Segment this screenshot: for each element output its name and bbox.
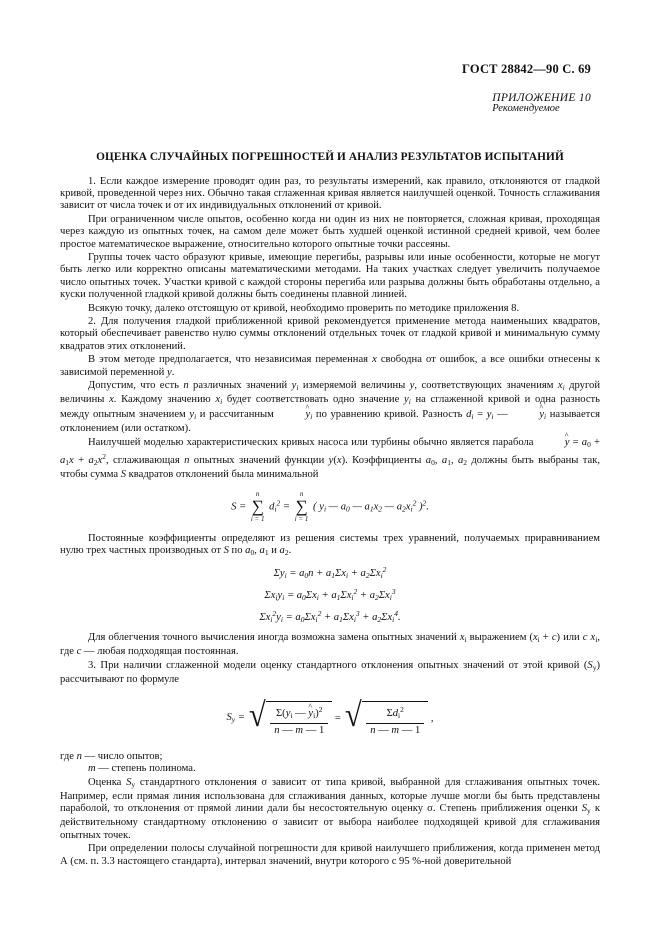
paragraph-7: Допустим, что есть n различных значений $y_i$ измеряемой величины y, соответствующих значениям $x_i$ другой величины x. Каждому значению $x_i$ будет соответствовать одно значение $y_i$ на сглаженной кривой и одна разность между опытным значением $y_i$ и рассчитанным ^ $y_i$ по уравнению кривой. Разность $d_i = y_i$ — ^ $y_i$ называется отклонением (или остатком). — [60, 380, 600, 435]
formula-std-deviation: $S_y$ = √ $\frac{\Sigma(y_i — \^{} y_i)^2}{n — m — 1}$ = √ $\frac{\Sigma d_i^2}{n — m — 1}$ , — [60, 701, 600, 737]
paragraph-4: Всякую точку, далеко отстоящую от кривой, необходимо проверить по методике приложения 8. — [88, 302, 520, 314]
where-n: где n — число опытов; — [60, 750, 163, 762]
appendix-label: ПРИЛОЖЕНИЕ 10 — [492, 92, 591, 104]
normal-equation-1: $\Sigma y_i = a_0n + a_1\Sigma x_i + a_2\Sigma x_i^2$ — [273, 564, 387, 580]
appendix-block — [492, 92, 591, 114]
normal-equation-2: $\Sigma x_iy_i = a_0\Sigma x_i + a_1\Sigma x_i^2 + a_2\Sigma x_i^3$ — [264, 586, 396, 602]
paragraph-8: Наилучшей моделью характеристических кривых насоса или турбины обычно является парабола ^ $y = a_0 + a_1x + a_2x^2$, сглаживающая n опытных значений функции y(x). Коэффициенты $a_0$, $a_1$, $a_2$ должны быть выбраны так, чтобы сумма S квадратов отклонений была минимальной — [60, 437, 600, 482]
paragraph-11: 3. При наличии сглаженной модели оценку стандартного отклонения опытных значений от этой кривой $(S_y)$ рассчитывают по формуле — [60, 660, 600, 686]
paragraph-13: При определении полосы случайной погрешности для кривой наилучшего приближения, когда применен метод А (см. п. 3.3 настоящего стандарта), интервал значений, внутри которого с 95 %-ной доверительной — [60, 843, 600, 867]
paragraph-1: 1. Если каждое измерение проводят один раз, то результаты измерений, как правило, отклоняются от гладкой кривой, проведенной через них. Обычно такая сглаженная кривая является наилучшей оценкой. Точность сглаживания зависит от числа точек и от их индивидуальных отклонений от кривой. — [60, 176, 600, 212]
where-m: m — степень полинома. — [88, 763, 196, 775]
document-title: ОЦЕНКА СЛУЧАЙНЫХ ПОГРЕШНОСТЕЙ И АНАЛИЗ РЕЗУЛЬТАТОВ ИСПЫТАНИЙ — [96, 151, 564, 163]
paragraph-10: Для облегчения точного вычисления иногда возможна замена опытных значений $x_i$ выражением $(x_i + c)$ или c $x_i$, где c — любая подходящая постоянная. — [60, 632, 600, 658]
normal-equation-3: $\Sigma x_i^2y_i = a_0\Sigma x_i^2 + a_1\Sigma x_i^3 + a_2\Sigma x_i^4$. — [259, 608, 401, 624]
formula-sum-of-squares: S = n ∑ i = 1 $d_i^2$ = n ∑ i = 1 ( $y_i$ — $a_0$ — $a_1x_2$ — $a_2x_i^2$ )$^2$. — [231, 490, 429, 524]
paragraph-2: При ограниченном числе опытов, особенно когда ни один из них не повторяется, сложная кривая, проходящая через каждую из опытных точек, на самом деле может быть худшей оценкой истинной средней кривой, чем более простое математическое выражение, относительно которого опытные точки рассеяны. — [60, 214, 600, 250]
paragraph-6: В этом методе предполагается, что независимая переменная x свободна от ошибок, а все ошибки отнесены к зависимой переменной y. — [60, 354, 601, 378]
document-body — [60, 176, 600, 869]
appendix-status: Рекомендуемое — [492, 103, 560, 114]
paragraph-5: 2. Для получения гладкой приближенной кривой рекомендуется применение метода наименьших квадратов, который обеспечивает равенство нулю суммы отклонений отдельных точек от гладкой кривой и минимальную сумму квадратов этих отклонений. — [60, 316, 600, 352]
paragraph-9: Постоянные коэффициенты определяют из решения системы трех уравнений, получаемых приравниванием нулю трех частных производных от S по $a_0$, $a_1$ и $a_2$. — [60, 533, 600, 558]
paragraph-12: Оценка $S_y$ стандартного отклонения σ зависит от типа кривой, выбранной для сглаживания опытных точек. Например, если прямая линия использована для сглаживания данных, которые лучше могли бы быть представлены параболой, то отклонения от прямой линии дали бы несостоятельную оценку σ. Степень приближения оценки $S_y$ к действительному стандартному отклонению σ зависит от выбора наиболее подходящей кривой для сглаживания опытных точек. — [60, 776, 600, 841]
paragraph-3: Группы точек часто образуют кривые, имеющие перегибы, разрывы или иные особенности, которые не могут быть легко или корректно описаны математическими методами. На таких участках следует увеличить получаемое число опытных точек. Участки кривой с каждой стороны перегиба или разрыва должны быть обработаны отдельно, а куски полученной гладкой кривой должны быть соединены плавной линией. — [60, 252, 600, 300]
page-header: ГОСТ 28842—90 С. 69 — [462, 62, 591, 76]
